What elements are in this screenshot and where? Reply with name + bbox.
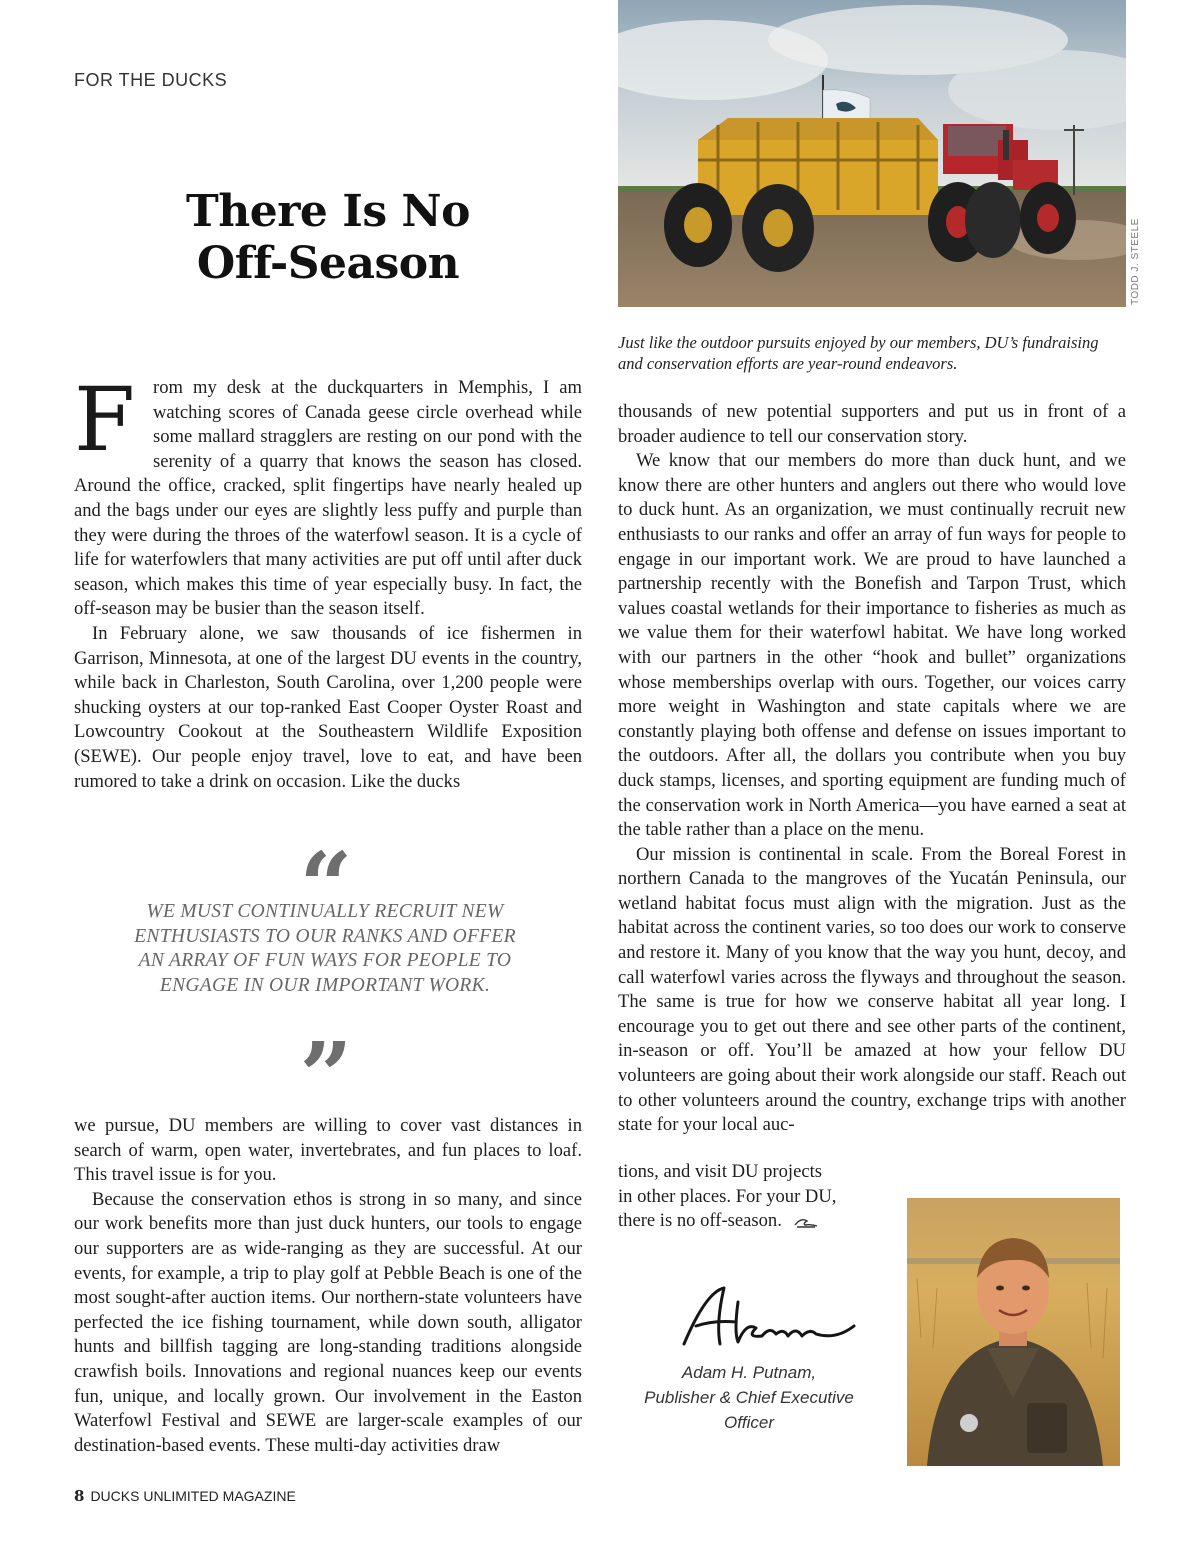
- article-column-right: [618, 400, 1126, 1138]
- photo-caption: Just like the outdoor pursuits enjoyed by our members, DU’s fundraising and conservation efforts are year-round endeavors.: [618, 333, 1099, 373]
- paragraph-3-continued: thousands of new potential supporters and put us in front of a broader audience to tell our conservation story.: [618, 401, 1126, 447]
- author-portrait: [907, 1198, 1120, 1466]
- ending-line-2: in other places. For your DU,: [618, 1185, 837, 1207]
- paragraph-1-text: rom my desk at the duckquarters in Memphis, I am watching scores of Canada geese circle overhead while some mallard stragglers are resting on our pond with the serenity of a quarry that knows the season has closed. Around the office, cracked, split fingertips have nearly healed up and the bags under our eyes are slightly less puffy and purple than they were during the throes of the waterfowl season. It is a cycle of life for waterfowlers that many activities are put off until after duck season, which makes this time of year especially busy. In fact, the off-season may be busier than the season itself.: [74, 377, 582, 620]
- title-line-1: There Is No: [186, 186, 470, 237]
- ending-line-3: [618, 1209, 888, 1234]
- open-quote-icon: “: [299, 832, 353, 940]
- duck-end-mark-icon: [793, 1215, 819, 1229]
- article-title: [74, 186, 582, 290]
- paragraph-2-continued: we pursue, DU members are willing to cover vast distances in search of warm, open water, invertebrates, and fun places to loaf. This travel issue is for you.: [74, 1115, 582, 1186]
- signature-adam: [676, 1282, 858, 1362]
- paragraph-5: Our mission is continental in scale. From the Boreal Forest in northern Canada to the mangroves of the Yucatán Peninsula, our wetland habitat focus must align with the migration. Just as the habitat across the continent varies, so too does our work to conserve and restore it. Many of you know that the way you hunt, decoy, and call waterfowl varies across the flyways and throughout the season. The same is true for how we conserve habitat all year long. I encourage you to get out there and see other parts of the continent, in-season or off. You’ll be amazed at how your fellow DU volunteers are going about their work alongside our staff. Reach out to other volunteers around the country, exchange trips with another state for your local auc-: [618, 843, 1126, 1136]
- paragraph-4: We know that our members do more than duck hunt, and we know there are other hunters and anglers out there who would love to duck hunt. As an organization, we must continually recruit new enthusiasts to our ranks and offer an array of fun ways for people to engage in our important work. We are proud to have launched a partnership recently with the Bonefish and Tarpon Trust, which values coastal wetlands for their importance to fisheries as much as we value them for their waterfowl habitat. We have long worked with our partners in the other “hook and bullet” organizations whose memberships overlap with ours. Together, our voices carry more weight in Washington and state capitals where we are constantly playing both offense and defense on issues important to the outdoors. After all, the dollars you contribute when you buy duck stamps, licenses, and sporting equipment are funding much of the conservation work in North America—you have earned a seat at the table rather than a place on the menu.: [618, 450, 1126, 841]
- page-number: 8: [74, 1487, 85, 1505]
- paragraph-1: [74, 368, 582, 622]
- ending-text: there is no off-season.: [618, 1210, 782, 1232]
- publication-name: DUCKS UNLIMITED MAGAZINE: [90, 1488, 296, 1504]
- photo-credit: TODD J. STEELE: [1130, 218, 1141, 305]
- title-line-2: Off-Season: [196, 238, 460, 289]
- signoff-name: Adam H. Putnam,: [681, 1363, 817, 1382]
- page-footer: [74, 1487, 296, 1505]
- close-quote-icon: ”: [299, 1022, 353, 1130]
- article-column-left-bottom: [74, 1114, 582, 1458]
- article-column-left-top: [74, 368, 582, 794]
- article-ending: [618, 1160, 888, 1234]
- section-label: FOR THE DUCKS: [74, 70, 228, 90]
- paragraph-2: In February alone, we saw thousands of ice fishermen in Garrison, Minnesota, at one of the largest DU events in the country, while back in Charleston, South Carolina, over 1,200 people were shucking oysters at our top-ranked East Cooper Oyster Roast and Lowcountry Cookout at the Southeastern Wildlife Exposition (SEWE). Our people enjoy travel, love to eat, and have been rumored to take a drink on occasion. Like the ducks: [74, 622, 582, 792]
- drop-cap: F: [74, 368, 136, 471]
- tractor-photo: [618, 0, 1126, 307]
- pull-quote: WE MUST CONTINUALLY RECRUIT NEW ENTHUSIASTS TO OUR RANKS AND OFFER AN ARRAY OF FUN WAYS FOR PEOPLE TO ENGAGE IN OUR IMPORTANT WORK.: [134, 901, 516, 996]
- signoff: [618, 1360, 880, 1435]
- ending-line-1: tions, and visit DU projects: [618, 1161, 822, 1182]
- signoff-role: Publisher & Chief Executive Officer: [644, 1388, 854, 1432]
- paragraph-3: Because the conservation ethos is strong in so many, and since our work benefits more than just duck hunters, our tools to engage our supporters are as wide-ranging as they are successful. At our events, for example, a trip to play golf at Pebble Beach is one of the most sought-after auction items. Our northern-state volunteers have perfected the ice fishing tournament, while down south, alligator hunts and billfish tagging are long-standing traditions alongside crawfish boils. Innovations and regional nuances keep our events fun, unique, and locally grown. Our involvement in the Easton Waterfowl Festival and SEWE are larger-scale examples of our destination-based events. These multi-day activities draw: [74, 1188, 582, 1456]
